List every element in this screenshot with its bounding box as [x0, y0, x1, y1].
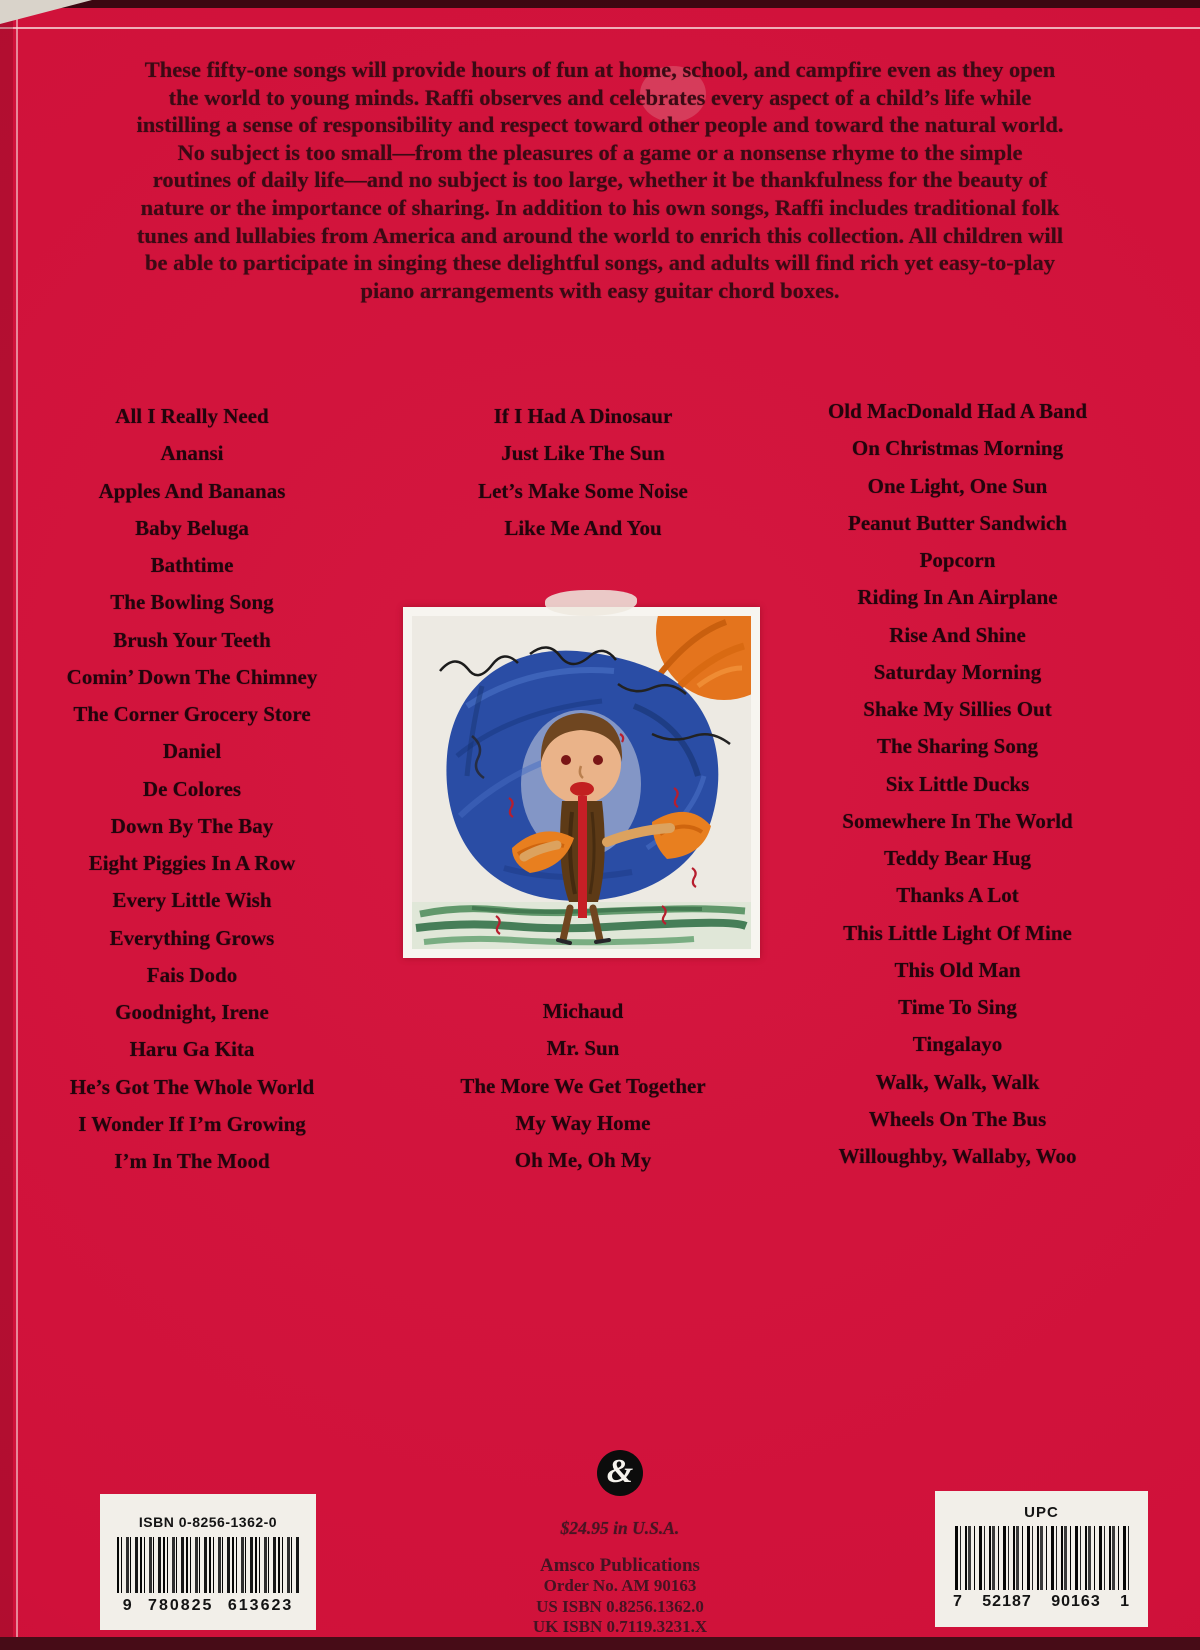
blurb-line: routines of daily life—and no subject is too large, whether it be thankfulness for the beauty of: [152, 167, 1048, 193]
blurb-line: nature or the importance of sharing. In addition to his own songs, Raffi includes traditional folk: [140, 194, 1060, 220]
song-title: Shake My Sillies Out: [863, 697, 1052, 721]
song-title: If I Had A Dinosaur: [493, 404, 673, 428]
song-title: Comin’ Down The Chimney: [66, 664, 318, 689]
upc-barcode-digits: 7 52187 90163 1: [952, 1593, 1131, 1610]
song-title: Daniel: [162, 739, 222, 764]
song-title: He’s Got The Whole World: [69, 1074, 315, 1099]
price-text: $24.95 in U.S.A.: [560, 1518, 680, 1538]
blurb-line: These fifty-one songs will provide hours of fun at home, school, and campfire even as they open: [144, 57, 1056, 82]
song-title: Eight Piggies In A Row: [88, 851, 296, 875]
song-title: Willoughby, Wallaby, Woo: [838, 1144, 1077, 1168]
song-title: Mr. Sun: [546, 1036, 620, 1061]
song-title: On Christmas Morning: [851, 436, 1064, 461]
song-title: The More We Get Together: [460, 1073, 706, 1098]
cover-frame-line-top: [0, 27, 1200, 29]
song-title: Saturday Morning: [873, 659, 1042, 684]
scan-artifact-left-edge: [0, 0, 13, 1650]
song-title: Somewhere In The World: [842, 808, 1073, 833]
blurb-line: the world to young minds. Raffi observes and celebrates every aspect of a child’s life while: [168, 84, 1032, 110]
child-crayon-drawing-image: [403, 607, 760, 958]
publisher-name: Amsco Publications: [540, 1555, 700, 1576]
song-title: De Colores: [142, 776, 242, 801]
song-title: Every Little Wish: [112, 888, 272, 913]
amsco-ampersand-logo-icon: [597, 1450, 643, 1496]
song-list-column-middle-bottom: [418, 993, 748, 1179]
blurb-line: instilling a sense of responsibility and respect toward other people and toward the natural world.: [136, 112, 1064, 138]
song-title: This Old Man: [894, 957, 1021, 982]
song-title: One Light, One Sun: [867, 473, 1048, 498]
song-list-column-left: [27, 398, 357, 1180]
song-title: Riding In An Airplane: [857, 585, 1058, 610]
isbn-barcode: [117, 1537, 299, 1593]
cover-frame-line-left: [16, 0, 18, 1650]
song-title: I’m In The Mood: [114, 1149, 270, 1173]
song-title: The Corner Grocery Store: [73, 702, 311, 726]
song-title: Like Me And You: [504, 515, 662, 540]
song-title: Anansi: [160, 441, 224, 466]
song-title: The Sharing Song: [876, 734, 1039, 759]
us-isbn: US ISBN 0.8256.1362.0: [536, 1596, 704, 1616]
scan-artifact-bottom-edge: [0, 1637, 1200, 1650]
upc-barcode-label: [935, 1491, 1148, 1627]
order-number: Order No. AM 90163: [543, 1576, 697, 1595]
song-title: Goodnight, Irene: [115, 1000, 269, 1024]
song-list-column-right: [785, 393, 1130, 1175]
song-title: Just Like The Sun: [501, 441, 665, 466]
song-title: Down By The Bay: [110, 813, 274, 838]
blurb-line: No subject is too small—from the pleasures of a game or a nonsense rhyme to the simple: [177, 139, 1023, 165]
song-title: Baby Beluga: [135, 515, 249, 540]
song-title: I Wonder If I’m Growing: [78, 1111, 306, 1136]
song-title: Haru Ga Kita: [129, 1037, 255, 1062]
ampersand-glyph: &: [606, 1453, 634, 1490]
scan-artifact-top-edge: [0, 0, 1200, 8]
song-title: Brush Your Teeth: [113, 627, 271, 652]
song-title: This Little Light Of Mine: [843, 920, 1072, 945]
isbn-barcode-label: [100, 1494, 316, 1630]
song-title: Bathtime: [150, 553, 234, 577]
song-title: Tingalayo: [912, 1032, 1003, 1057]
song-title: Six Little Ducks: [885, 771, 1030, 796]
isbn-number-text: ISBN 0-8256-1362-0: [138, 1514, 278, 1530]
song-title: Time To Sing: [898, 995, 1017, 1019]
uk-isbn: UK ISBN 0.7119.3231.X: [532, 1617, 708, 1636]
blurb-line: piano arrangements with easy guitar chord boxes.: [360, 277, 840, 303]
song-list-column-middle-top: [418, 398, 748, 547]
song-title: Wheels On The Bus: [868, 1106, 1047, 1131]
song-title: Fais Dodo: [146, 962, 238, 987]
song-title: Old MacDonald Had A Band: [827, 399, 1088, 423]
song-title: Oh Me, Oh My: [514, 1148, 652, 1172]
crayon-drawing-art: [412, 616, 751, 949]
blurb-line: tunes and lullabies from America and around the world to enrich this collection. All children will: [136, 222, 1064, 248]
song-title: All I Really Need: [115, 404, 269, 428]
publisher-block: [455, 1450, 785, 1638]
back-cover-blurb: [40, 56, 1160, 304]
song-title: Thanks A Lot: [896, 883, 1019, 908]
song-title: Everything Grows: [109, 925, 275, 950]
song-title: The Bowling Song: [110, 590, 274, 615]
song-title: Walk, Walk, Walk: [875, 1069, 1040, 1094]
song-title: Let’s Make Some Noise: [478, 478, 688, 503]
song-title: My Way Home: [515, 1110, 651, 1135]
scan-artifact-corner: [0, 0, 92, 24]
song-title: Peanut Butter Sandwich: [848, 510, 1067, 535]
song-title: Apples And Bananas: [98, 478, 286, 503]
song-title: Teddy Bear Hug: [883, 846, 1032, 870]
blurb-line: be able to participate in singing these delightful songs, and adults will find rich yet easy-to-play: [144, 250, 1056, 276]
upc-barcode: [955, 1526, 1129, 1590]
upc-title-text: UPC: [1024, 1504, 1059, 1521]
song-title: Popcorn: [919, 548, 996, 572]
song-title: Michaud: [542, 999, 624, 1023]
isbn-barcode-digits: 9 780825 613623: [122, 1597, 294, 1614]
song-title: Rise And Shine: [889, 622, 1026, 647]
